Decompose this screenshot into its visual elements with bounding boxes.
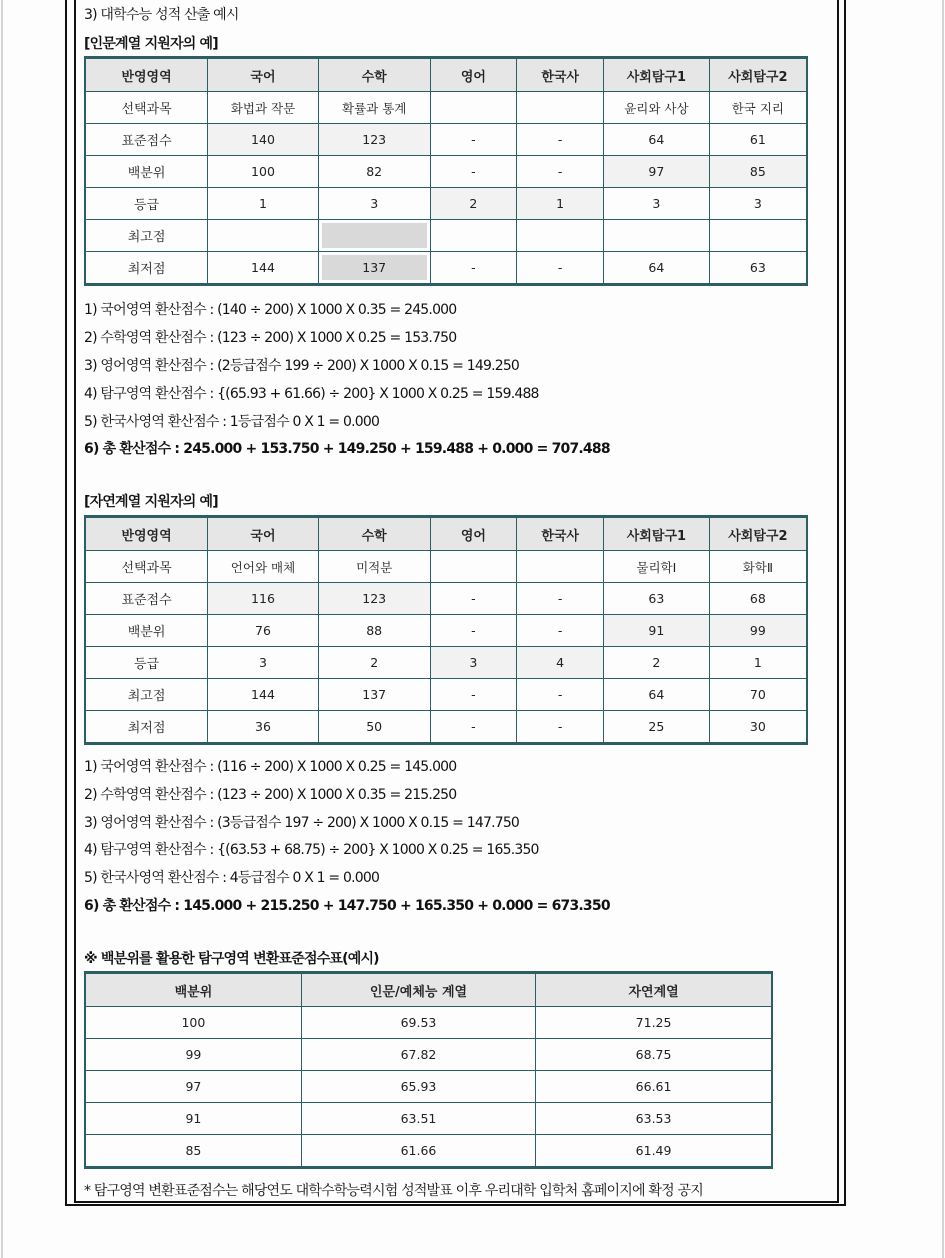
table-cell: 70: [709, 679, 807, 711]
table-cell: 63: [604, 583, 710, 615]
table-cell-highlighted: 123: [318, 583, 430, 615]
table-cell: 100: [85, 1007, 301, 1039]
humanities-score-table: [84, 56, 808, 286]
header-cell: 국어: [208, 58, 319, 92]
table-cell-highlighted: 99: [709, 615, 807, 647]
table-cell: 윤리와 사상: [604, 92, 710, 124]
header-cell: 수학: [318, 58, 430, 92]
table-cell: -: [430, 252, 517, 285]
table-cell-dark-highlighted: [318, 252, 430, 285]
table-cell: -: [430, 583, 517, 615]
header-cell: 사회탐구1: [604, 58, 710, 92]
table-cell: [430, 92, 517, 124]
table-cell: 61: [709, 124, 807, 156]
table-cell: 64: [604, 252, 710, 285]
page-left-edge: [1, 0, 3, 1258]
table-cell: 2: [604, 647, 710, 679]
table-row: [85, 615, 807, 647]
table-cell: -: [517, 615, 604, 647]
table-cell: 3: [318, 188, 430, 220]
calc-line: 4) 탐구영역 환산점수 : {(63.53 + 68.75) ÷ 200} X 1000 X 0.25 = 165.350: [84, 842, 539, 858]
table-cell: 2: [318, 647, 430, 679]
table-cell: 30: [709, 711, 807, 744]
table-cell: -: [430, 156, 517, 188]
table-cell: 144: [208, 252, 319, 285]
header-cell: 인문/예체능 계열: [301, 973, 535, 1007]
table-cell: 63.53: [536, 1103, 772, 1135]
table-cell: 66.61: [536, 1071, 772, 1103]
table-cell: -: [430, 615, 517, 647]
table-cell-highlighted: 97: [604, 156, 710, 188]
calc-line: 2) 수학영역 환산점수 : (123 ÷ 200) X 1000 X 0.25 = 153.750: [84, 330, 457, 346]
table-cell: 67.82: [301, 1039, 535, 1071]
natural-title: [자연계열 지원자의 예]: [84, 494, 218, 510]
table-row: [85, 1103, 772, 1135]
table-cell: 68.75: [536, 1039, 772, 1071]
row-label: 백분위: [85, 156, 208, 188]
header-cell: 반영영역: [85, 517, 208, 551]
dark-highlight-box: [322, 223, 427, 248]
table-cell: 미적분: [318, 551, 430, 583]
calc-line: 5) 한국사영역 환산점수 : 1등급점수 0 X 1 = 0.000: [84, 414, 380, 430]
conversion-table: [84, 971, 773, 1169]
table-cell-highlighted: 1: [517, 188, 604, 220]
header-cell: 국어: [208, 517, 319, 551]
row-label: 최고점: [85, 679, 208, 711]
row-label: 최저점: [85, 711, 208, 744]
header-cell: 영어: [430, 58, 517, 92]
row-label: 선택과목: [85, 92, 208, 124]
table-cell: 확률과 통계: [318, 92, 430, 124]
calc-line: 1) 국어영역 환산점수 : (140 ÷ 200) X 1000 X 0.35 = 245.000: [84, 302, 457, 318]
table-row: [85, 124, 807, 156]
table-row: [85, 188, 807, 220]
table-cell: 85: [85, 1135, 301, 1168]
table-row: [85, 156, 807, 188]
table-header-row: [85, 517, 807, 551]
table-cell: 61.49: [536, 1135, 772, 1168]
table-cell: -: [517, 679, 604, 711]
row-label: 선택과목: [85, 551, 208, 583]
row-label: 등급: [85, 647, 208, 679]
table-cell: 50: [318, 711, 430, 744]
table-cell-highlighted: 91: [604, 615, 710, 647]
table-cell: 88: [318, 615, 430, 647]
table-row: [85, 647, 807, 679]
table-cell: [604, 220, 710, 252]
table-cell: 76: [208, 615, 319, 647]
calc-line: 1) 국어영역 환산점수 : (116 ÷ 200) X 1000 X 0.25 = 145.000: [84, 759, 457, 775]
table-cell: [208, 220, 319, 252]
table-cell: -: [430, 124, 517, 156]
table-cell: 68: [709, 583, 807, 615]
table-cell: [709, 220, 807, 252]
table-cell: 화법과 작문: [208, 92, 319, 124]
header-cell: 백분위: [85, 973, 301, 1007]
row-label: 백분위: [85, 615, 208, 647]
table-cell: 61.66: [301, 1135, 535, 1168]
section-heading: 3) 대학수능 성적 산출 예시: [84, 7, 239, 23]
table-cell: -: [517, 252, 604, 285]
table-cell-highlighted: 123: [318, 124, 430, 156]
dark-highlight-box: 137: [322, 255, 427, 280]
row-label: 표준점수: [85, 124, 208, 156]
row-label: 최고점: [85, 220, 208, 252]
conversion-title: ※ 백분위를 활용한 탐구영역 변환표준점수표(예시): [84, 951, 379, 967]
table-cell: 1: [208, 188, 319, 220]
header-cell: 사회탐구1: [604, 517, 710, 551]
table-cell: -: [517, 124, 604, 156]
table-row: [85, 1071, 772, 1103]
table-cell: 한국 지리: [709, 92, 807, 124]
calc-line: 4) 탐구영역 환산점수 : {(65.93 + 61.66) ÷ 200} X 1000 X 0.25 = 159.488: [84, 386, 539, 402]
table-cell: -: [430, 711, 517, 744]
table-cell: 99: [85, 1039, 301, 1071]
header-cell: 사회탐구2: [709, 58, 807, 92]
header-cell: 사회탐구2: [709, 517, 807, 551]
table-row: [85, 1039, 772, 1071]
calc-total: 6) 총 환산점수 : 245.000 + 153.750 + 149.250 + 159.488 + 0.000 = 707.488: [84, 441, 610, 457]
table-row: [85, 679, 807, 711]
table-cell: 97: [85, 1071, 301, 1103]
table-cell-highlighted: 4: [517, 647, 604, 679]
table-header-row: [85, 58, 807, 92]
table-cell: 137: [318, 679, 430, 711]
header-cell: 영어: [430, 517, 517, 551]
table-cell: 언어와 매체: [208, 551, 319, 583]
table-row: [85, 711, 807, 744]
table-cell: 144: [208, 679, 319, 711]
table-row: [85, 1007, 772, 1039]
table-cell: 화학Ⅱ: [709, 551, 807, 583]
table-cell: 71.25: [536, 1007, 772, 1039]
natural-score-table: [84, 515, 808, 745]
row-label: 등급: [85, 188, 208, 220]
table-row: [85, 220, 807, 252]
table-cell: 65.93: [301, 1071, 535, 1103]
table-cell: 100: [208, 156, 319, 188]
table-cell: 69.53: [301, 1007, 535, 1039]
table-cell: [517, 220, 604, 252]
table-cell-highlighted: 85: [709, 156, 807, 188]
table-cell: -: [517, 711, 604, 744]
table-row: [85, 583, 807, 615]
table-cell: 63: [709, 252, 807, 285]
calc-line: 3) 영어영역 환산점수 : (2등급점수 199 ÷ 200) X 1000 X 0.15 = 149.250: [84, 358, 520, 374]
table-row: [85, 252, 807, 285]
humanities-title: [인문계열 지원자의 예]: [84, 36, 218, 52]
table-cell: 63.51: [301, 1103, 535, 1135]
table-cell: -: [517, 156, 604, 188]
header-cell: 수학: [318, 517, 430, 551]
table-row: [85, 1135, 772, 1168]
table-cell: 3: [604, 188, 710, 220]
table-cell: [430, 551, 517, 583]
row-label: 표준점수: [85, 583, 208, 615]
table-header-row: [85, 973, 772, 1007]
table-cell: 64: [604, 124, 710, 156]
table-cell: 3: [709, 188, 807, 220]
table-cell: [517, 551, 604, 583]
header-cell: 반영영역: [85, 58, 208, 92]
table-cell: 3: [208, 647, 319, 679]
table-cell: 25: [604, 711, 710, 744]
table-cell: [430, 220, 517, 252]
header-cell: 한국사: [517, 517, 604, 551]
table-cell: [517, 92, 604, 124]
table-cell-highlighted: 3: [430, 647, 517, 679]
table-row: [85, 92, 807, 124]
table-cell: 물리학Ⅰ: [604, 551, 710, 583]
footnote: * 탐구영역 변환표준점수는 해당연도 대학수학능력시험 성적발표 이후 우리대학 입학처 홈페이지에 확정 공지: [84, 1183, 703, 1199]
table-row: [85, 551, 807, 583]
table-cell: 82: [318, 156, 430, 188]
table-cell-highlighted: 116: [208, 583, 319, 615]
page-right-edge: [942, 0, 944, 1258]
table-cell: 91: [85, 1103, 301, 1135]
calc-line: 2) 수학영역 환산점수 : (123 ÷ 200) X 1000 X 0.35 = 215.250: [84, 787, 457, 803]
calc-line: 3) 영어영역 환산점수 : (3등급점수 197 ÷ 200) X 1000 X 0.15 = 147.750: [84, 815, 520, 831]
table-cell: -: [430, 679, 517, 711]
header-cell: 한국사: [517, 58, 604, 92]
calc-line: 5) 한국사영역 환산점수 : 4등급점수 0 X 1 = 0.000: [84, 870, 380, 886]
table-cell: -: [517, 583, 604, 615]
header-cell: 자연계열: [536, 973, 772, 1007]
table-cell: 36: [208, 711, 319, 744]
table-cell: 1: [709, 647, 807, 679]
row-label: 최저점: [85, 252, 208, 285]
table-cell-highlighted: 2: [430, 188, 517, 220]
table-cell-highlighted: 140: [208, 124, 319, 156]
table-cell: 64: [604, 679, 710, 711]
calc-total: 6) 총 환산점수 : 145.000 + 215.250 + 147.750 + 165.350 + 0.000 = 673.350: [84, 898, 610, 914]
table-cell-dark-highlighted: [318, 220, 430, 252]
